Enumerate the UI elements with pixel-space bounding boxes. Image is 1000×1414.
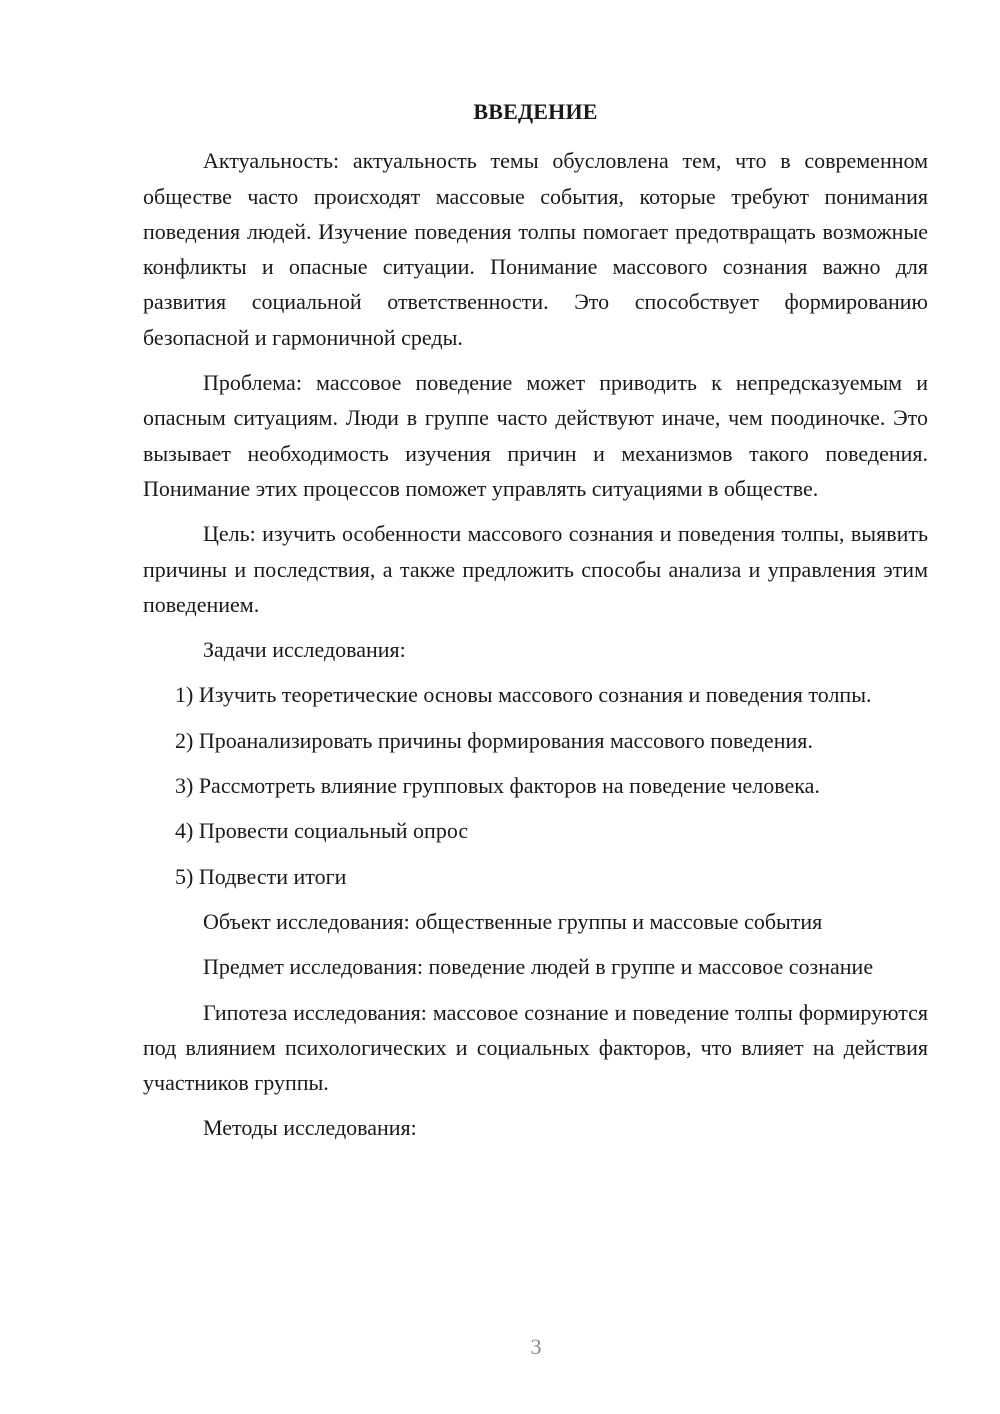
hypothesis-paragraph: Гипотеза исследования: массовое сознание и поведение толпы формируются под влиянием психологических и социальных факторов, что влияет на действия участников группы. (143, 999, 928, 1096)
task-item: 2) Проанализировать причины формирования массового поведения. (175, 727, 813, 753)
section-heading: ВВЕДЕНИЕ (473, 99, 598, 124)
subject-paragraph: Предмет исследования: поведение людей в группе и массовое сознание (203, 954, 874, 980)
task-item: 1) Изучить теоретические основы массового сознания и поведения толпы. (175, 682, 872, 708)
page-content (143, 94, 928, 1156)
goal-paragraph: Цель: изучить особенности массового сознания и поведения толпы, выявить причины и последствия, а также предложить способы анализа и управления этим поведением. (143, 521, 928, 617)
object-paragraph: Объект исследования: общественные группы и массовые события (203, 908, 823, 934)
tasks-title: Задачи исследования: (203, 637, 406, 663)
task-item: 3) Рассмотреть влияние групповых факторов на поведение человека. (175, 773, 820, 799)
relevance-paragraph: Актуальность: актуальность темы обусловлена тем, что в современном обществе часто происходят массовые события, которые требуют понимания поведения людей. Изучение поведения толпы помогает предотвращать возможные конфликты и опасные ситуации. Понимание массового сознания важно для развития социальной ответственности. Это способствует формированию безопасной и гармоничной среды. (143, 148, 928, 350)
problem-paragraph: Проблема: массовое поведение может приводить к непредсказуемым и опасным ситуациям. Люди в группе часто действуют иначе, чем поодиночке. Это вызывает необходимость изучения причин и механизмов такого поведения. Понимание этих процессов поможет управлять ситуациями в обществе. (143, 370, 928, 501)
task-item: 5) Подвести итоги (175, 863, 347, 889)
methods-title: Методы исследования: (203, 1115, 417, 1141)
page-number: 3 (530, 1334, 542, 1359)
task-item: 4) Провести социальный опрос (175, 818, 469, 844)
